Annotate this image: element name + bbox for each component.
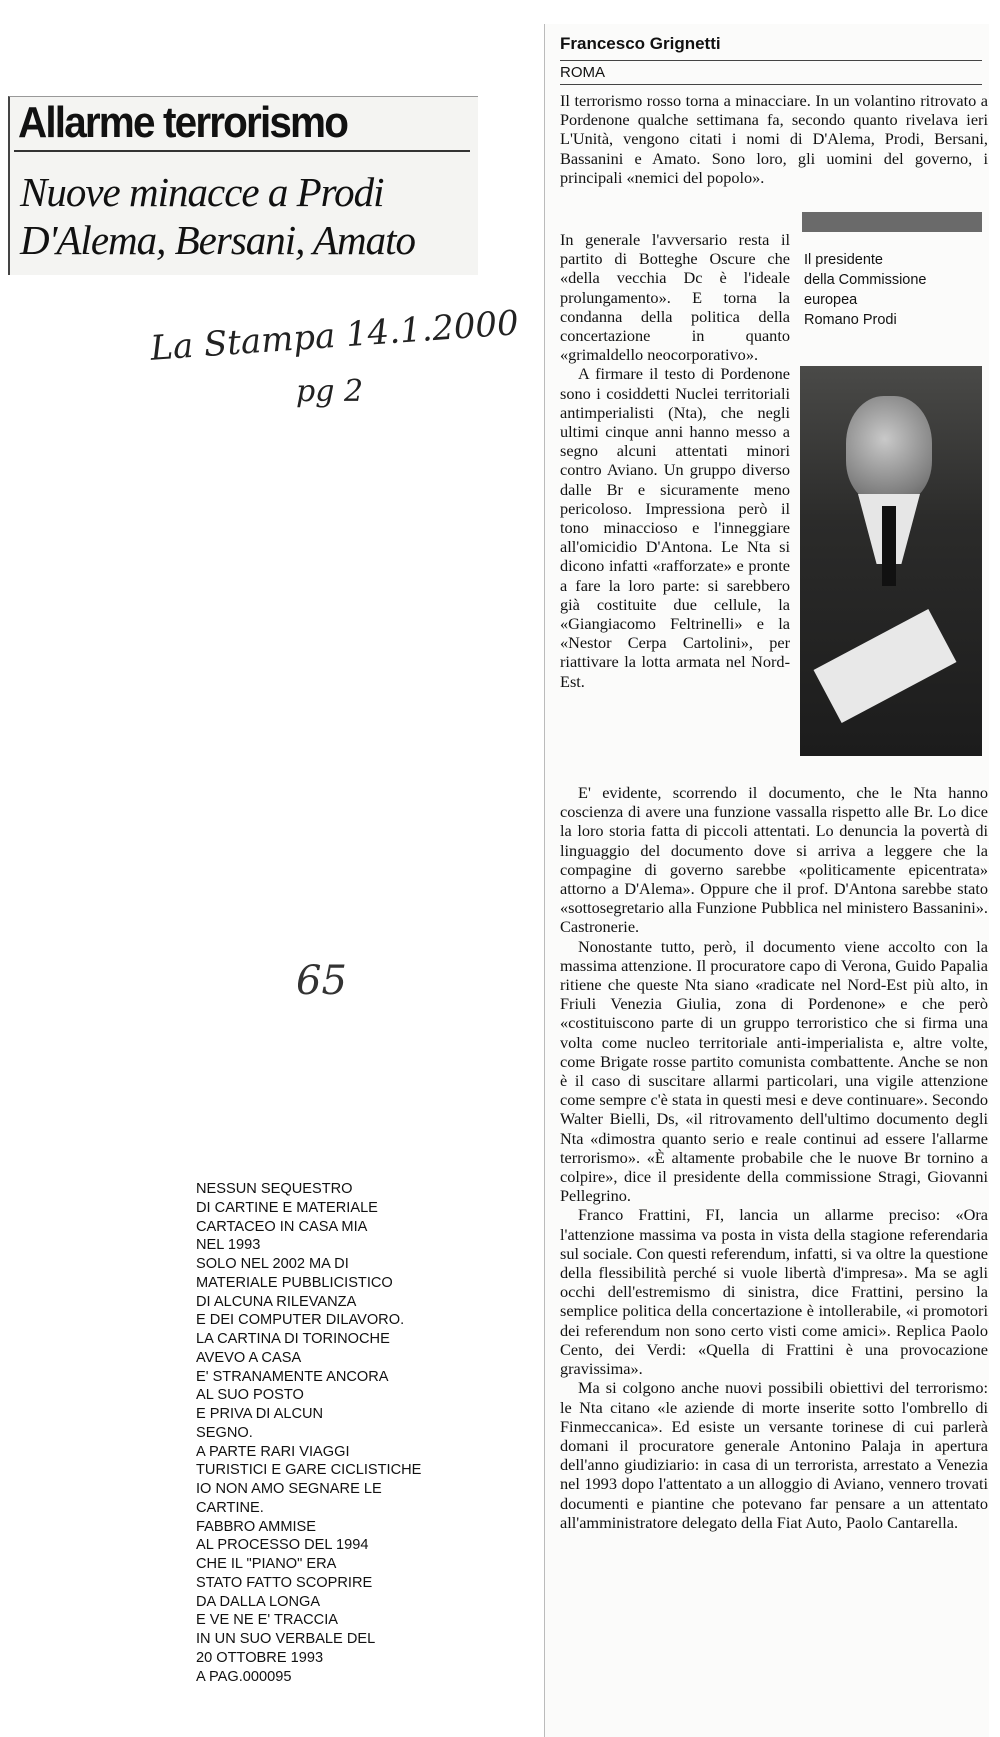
note-line: DI CARTINE E MATERIALE [196,1199,378,1216]
note-line: A PAG.000095 [196,1668,292,1685]
handwritten-page-note: pg 2 [296,374,364,409]
caption-line-1: Il presidente [804,252,883,268]
caption-line-2: della Commissione [804,272,927,288]
note-line: LA CARTINA DI TORINOCHE [196,1331,390,1347]
note-line: STATO FATTO SCOPRIRE [196,1574,373,1591]
note-line: CHE IL "PIANO" ERA [196,1556,337,1572]
note-line: MATERIALE PUBBLICISTICO [196,1274,393,1291]
note-line: AL SUO POSTO [196,1387,304,1404]
note-line: DA DALLA LONGA [196,1593,321,1610]
note-line: A PARTE RARI VIAGGI [196,1443,350,1460]
dateline-rule [560,84,982,85]
note-line: AVEVO A CASA [196,1349,302,1366]
photo-tie-shape [882,506,896,586]
photo-caption [804,250,984,330]
note-line: FABBRO AMMISE [196,1518,317,1535]
note-line: DI ALCUNA RILEVANZA [196,1293,357,1310]
note-line: NESSUN SEQUESTRO [196,1181,353,1197]
note-line: E DEI COMPUTER DILAVORO. [196,1312,405,1329]
article-paragraph: Ma si colgono anche nuovi possibili obiettivi del terrorismo: le Nta citano «le aziende di morte inserite sotto l'ombrello di Finmeccanica». Ed esiste un versante torinese di cui parlerà domani il procuratore generale Antonino Palaja in apertura dell'anno giudiziario: in casa di un terrorista, arrestato a Venezia nel 1993 dopo l'attentato a un alloggio di Aviano, vennero trovati documenti e piantine che potevano far pensare a un attentato all'amministratore delegato della Fiat Auto, Paolo Cantarella. [560,1378,988,1532]
article-paragraph: Franco Frattini, FI, lancia un allarme preciso: «Ora l'attenzione massima va posta in vista della stagione referendaria sul sociale. Con questi referendum, infatti, si va oltre la questione della flessibilità perché si vuole libertà d'impresa». Ma se agli occhi dell'estremismo di sinistra, dice Frattini, persino la semplice politica della concertazione è intollerabile, «i promotori dei referendum non sono certo visti come amici». Replica Paolo Cento, dei Verdi: «Quella di Frattini è una provocazione gravissima». [560,1205,988,1379]
article-byline: Francesco Grignetti [560,34,721,53]
photo-document-shape [814,609,957,723]
note-line: IO NON AMO SEGNARE LE [196,1481,382,1497]
note-line: IN UN SUO VERBALE DEL [196,1631,376,1647]
article-narrow-column [560,230,790,691]
note-line: SEGNO. [196,1424,253,1441]
note-line: CARTINE. [196,1499,264,1516]
note-line: TURISTICI E GARE CICLISTICHE [196,1462,422,1479]
headline-kicker: Allarme terrorismo [18,98,348,147]
caption-bar [802,212,982,232]
handwritten-number: 65 [296,958,347,1004]
article-lead-column [560,91,988,187]
article-lead: Il terrorismo rosso torna a minacciare. In un volantino ritrovato a Pordenone qualche settimana fa, secondo quanto rivelava ieri L'Unità, vengono citati i nomi di D'Alema, Prodi, Bersani, Bassanini e Amato. Sono loro, gli uomini del governo, i principali «nemici del popolo». [560,91,988,187]
headline-subhead [20,168,470,264]
handwritten-source-note: La Stampa 14.1.2000 [149,303,520,369]
portrait-photo [800,366,982,756]
article-paragraph: E' evidente, scorrendo il documento, che le Nta hanno coscienza di avere una funzione vassalla rispetto alle Br. Lo dice la loro storia fatta di piccoli attentati. Lo denuncia la povertà di linguaggio del documento dove si arriva a leggere che la compagine di governo sarebbe «politicamente epicentrata» attorno a D'Alema». Oppure che il prof. D'Antona sarebbe stato «sottosegretario alla Funzione Pubblica nel ministero Bassanini». Castronerie. [560,783,988,937]
article-dateline: ROMA [560,64,605,81]
caption-line-3: europea [804,292,858,308]
article-paragraph: In generale l'avversario resta il partito di Botteghe Oscure che «della vecchia Dc è l'ideale prolungamento». E torna la condanna della politica della concertazione in quanto «grimaldello neocorporativo». [560,230,790,365]
subhead-line-1: Nuove minacce a Prodi [20,169,384,215]
headline-rule [14,150,470,152]
note-line: E PRIVA DI ALCUN [196,1406,324,1422]
article-paragraph: A firmare il testo di Pordenone sono i cosiddetti Nuclei territoriali antimperialisti (Nta), che negli ultimi cinque anni hanno messo a segno alcuni attentati minori contro Aviano. Un gruppo diverso dalle Br e sicuramente meno pericoloso. Impressiona però il tono minaccioso e l'inneggiare all'omicidio D'Antona. Le Nta si dicono infatti «rafforzate» e pronte a fare la loro parte: si sarebbero già costituite due cellule, la «Giangiacomo Feltrinelli» e la «Nestor Cerpa Cartolini», per riattivare la lotta armata nel Nord-Est. [560,364,790,691]
note-line: 20 OTTOBRE 1993 [196,1649,324,1666]
note-line: NEL 1993 [196,1237,261,1254]
article-paragraph: Nonostante tutto, però, il documento viene accolto con la massima attenzione. Il procuratore capo di Verona, Guido Papalia ritiene che queste Nta siano «radicate nel Nord-Est più alto, in Friuli Venezia Giulia, zona di Pordenone» e che però «costituiscono parte di un gruppo terroristico che si firma una volta come nucleo territoriale anti-imperialista e, altre volte, come Brigate rosse partito comunista combattente. Anche se non è il caso di suscitare allarmi particolari, una vigile attenzione come sempre c'è stata in questi mesi e deve continuare». Secondo Walter Bielli, Ds, «il ritrovamento dell'ultimo documento degli Nta «dimostra quanto serio e reale continui ad essere l'allarme terrorismo». «È altamente probabile che le nuove Br tornino a colpire», dice il presidente della commissione Stragi, Giovanni Pellegrino. [560,936,988,1206]
article-full-column [560,783,988,1532]
photo-head-shape [846,396,932,504]
typed-note [196,1180,496,1686]
byline-rule [560,60,982,61]
note-line: E' STRANAMENTE ANCORA [196,1368,389,1385]
note-line: CARTACEO IN CASA MIA [196,1218,368,1235]
note-line: AL PROCESSO DEL 1994 [196,1537,369,1554]
subhead-line-2: D'Alema, Bersani, Amato [20,217,415,263]
caption-line-4: Romano Prodi [804,312,897,328]
note-line: E VE NE E' TRACCIA [196,1612,339,1629]
note-line: SOLO NEL 2002 MA DI [196,1256,349,1272]
